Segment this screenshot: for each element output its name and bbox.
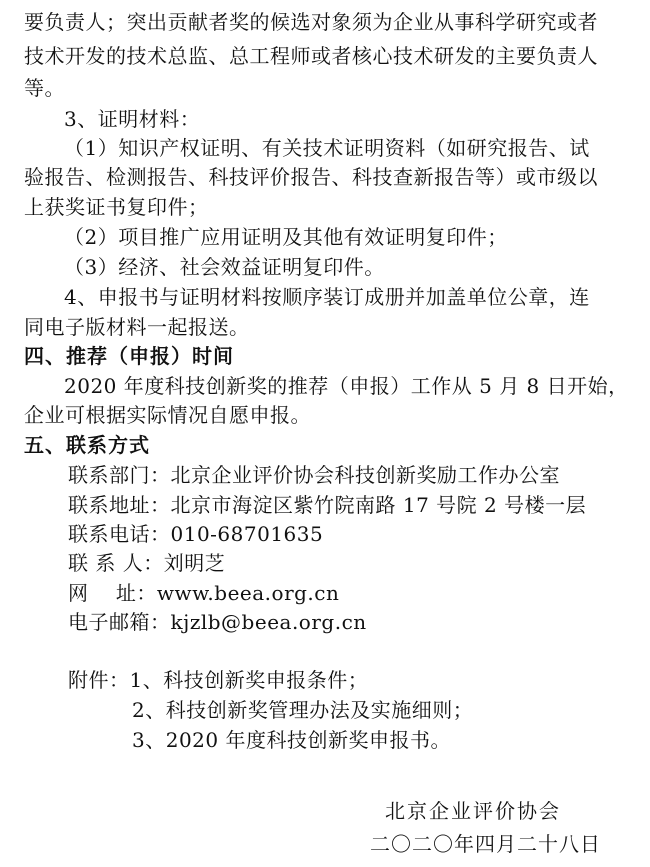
contact-person: 联 系 人：刘明芝 (68, 551, 226, 575)
attachment-item: 2、科技创新奖管理办法及实施细则； (132, 698, 474, 722)
contact-department: 联系部门：北京企业评价协会科技创新奖励工作办公室 (68, 463, 560, 487)
body-line: 技术开发的技术总监、总工程师或者核心技术研发的主要负责人 (24, 44, 598, 68)
contact-email: 电子邮箱：kjzlb@beea.org.cn (68, 610, 367, 634)
section-heading: 四、推荐（申报）时间 (24, 344, 234, 368)
contact-website: 网 址：www.beea.org.cn (68, 581, 340, 605)
signature-date: 二〇二〇年四月二十八日 (370, 832, 601, 856)
body-line: 上获奖证书复印件； (24, 195, 209, 219)
list-item-materials: 3、证明材料： (64, 107, 201, 131)
contact-address: 联系地址：北京市海淀区紫竹院南路 17 号院 2 号楼一层 (68, 493, 587, 517)
body-line: 等。 (24, 76, 65, 100)
body-line: 同电子版材料一起报送。 (24, 315, 250, 339)
body-line: 2020 年度科技创新奖的推荐（申报）工作从 5 月 8 日开始， (64, 374, 629, 398)
attachment-item: 3、2020 年度科技创新奖申报书。 (132, 728, 451, 752)
body-line: （1）知识产权证明、有关技术证明资料（如研究报告、试 (64, 136, 590, 160)
body-line: 企业可根据实际情况自愿申报。 (24, 403, 311, 427)
signature-organization: 北京企业评价协会 (385, 799, 561, 823)
body-line: 验报告、检测报告、科技评价报告、科技查新报告等）或市级以 (24, 165, 598, 189)
body-line: （3）经济、社会效益证明复印件。 (64, 255, 385, 279)
body-line: 要负责人；突出贡献者奖的候选对象须为企业从事科学研究或者 (24, 10, 598, 34)
attachment-item: 附件：1、科技创新奖申报条件； (68, 668, 369, 692)
contact-phone: 联系电话：010-68701635 (68, 522, 324, 546)
body-line: （2）项目推广应用证明及其他有效证明复印件； (64, 225, 508, 249)
section-heading: 五、联系方式 (24, 433, 150, 457)
body-line: 4、申报书与证明材料按顺序装订成册并加盖单位公章，连 (64, 285, 590, 309)
